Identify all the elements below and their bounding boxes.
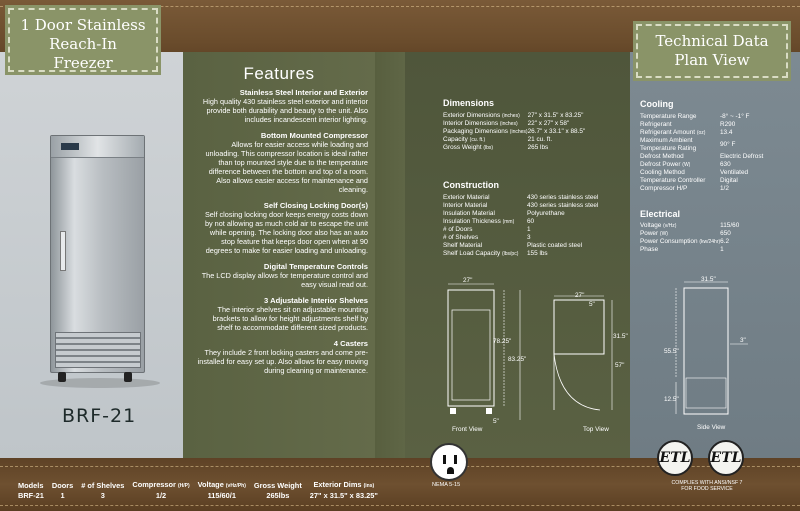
features-title: Features xyxy=(243,64,315,83)
certification-note xyxy=(652,480,762,492)
spec-unit: (mm) xyxy=(502,219,515,225)
spec-label: Insulation Material xyxy=(443,210,495,217)
spec-row xyxy=(640,121,763,129)
feature-item xyxy=(196,339,368,375)
summary-unit: (H/P) xyxy=(177,483,190,489)
spec-label: Gross Weight xyxy=(443,144,482,151)
summary-value: BRF-21 xyxy=(18,491,44,500)
panel-fold xyxy=(375,52,405,458)
dimensions-title: Dimensions xyxy=(443,98,495,108)
summary-unit: (ins) xyxy=(363,483,375,489)
dimensions-table xyxy=(443,112,585,152)
features-list xyxy=(196,88,368,382)
compressor-grill xyxy=(55,332,141,368)
spec-row xyxy=(443,120,585,128)
spec-row xyxy=(640,153,763,161)
feature-heading: 4 Casters xyxy=(333,339,368,348)
spec-row xyxy=(640,169,763,177)
feature-item xyxy=(196,201,368,255)
front-inner-height-label: 78.25" xyxy=(493,338,512,345)
caster-icon xyxy=(124,372,132,382)
spec-value: 265 lbs xyxy=(527,144,549,151)
spec-row xyxy=(640,230,739,238)
spec-unit: (inches) xyxy=(509,129,528,135)
spec-row xyxy=(443,194,598,202)
spec-row xyxy=(443,226,598,234)
summary-header: # of Shelves xyxy=(81,480,125,490)
spec-row xyxy=(443,136,585,144)
spec-label: Refrigerant Amount xyxy=(640,129,696,136)
plug-ground xyxy=(447,467,454,474)
etl-text: ETL xyxy=(710,450,742,466)
feature-text: The interior shelves sit on adjustable mounting brackets to allow for height adjustments shelf by shelf to accommodate different sized products. xyxy=(212,305,368,332)
feature-text: High quality 430 stainless steel exterior and interior provide both durability and beauty to the unit. Also includes incandescent interior lighting. xyxy=(202,97,368,124)
spec-row xyxy=(443,242,598,250)
summary-header-row xyxy=(18,480,382,491)
spec-row xyxy=(640,161,763,169)
spec-unit: (oz) xyxy=(696,130,706,136)
spec-row xyxy=(640,246,739,254)
front-view-outline xyxy=(448,290,494,406)
spec-row xyxy=(640,185,763,193)
feature-text: Self closing locking door keeps energy costs down by not allowing as much cold air to escape the unit while opening. The locking door also has an auto stop feature that keeps door open when at 90 degrees to make for easier loading and unloading. xyxy=(204,210,368,255)
title-line: Technical Data xyxy=(655,32,769,50)
top-view-drawing xyxy=(548,294,628,424)
summary-value: 27" x 31.5" x 83.25" xyxy=(309,491,378,500)
note-line: FOR FOOD SERVICE xyxy=(681,486,733,492)
feature-item xyxy=(196,88,368,124)
spec-row xyxy=(443,234,598,242)
summary-header: Gross Weight xyxy=(253,480,302,490)
spec-label: Temperature Controller xyxy=(640,177,706,184)
spec-value: 1 xyxy=(720,246,724,253)
front-view-door xyxy=(452,310,490,400)
side-depth-label: 31.5" xyxy=(701,276,716,283)
spec-unit: (v/Hz) xyxy=(663,223,677,229)
spec-label: Defrost Power xyxy=(640,161,681,168)
spec-row xyxy=(640,177,763,185)
side-base-label: 12.5" xyxy=(664,396,679,403)
side-view-drawing xyxy=(668,278,758,428)
spec-label: Exterior Material xyxy=(443,194,490,201)
freezer-image xyxy=(50,135,145,373)
spec-value: R290 xyxy=(720,121,736,128)
spec-unit: (W) xyxy=(682,162,691,168)
spec-label: Compressor H/P xyxy=(640,185,688,192)
etl-text: ETL xyxy=(659,450,691,466)
feature-heading: Self Closing Locking Door(s) xyxy=(263,201,368,210)
spec-row xyxy=(443,144,585,152)
spec-row xyxy=(443,202,598,210)
title-line: Freezer xyxy=(53,54,113,72)
feature-heading: Bottom Mounted Compressor xyxy=(260,131,368,140)
spec-label: Insulation Thickness xyxy=(443,218,501,225)
top-view-label: Top View xyxy=(583,426,609,433)
summary-value-row xyxy=(18,491,382,501)
top-swing-label: 57" xyxy=(615,362,625,369)
summary-header: Voltage xyxy=(197,480,224,489)
feature-item xyxy=(196,296,368,332)
spec-label: Defrost Method xyxy=(640,153,684,160)
etl-sanitation-icon xyxy=(708,440,744,476)
spec-label: Voltage xyxy=(640,222,662,229)
caster-icon xyxy=(58,372,66,382)
spec-label: Maximum Ambient Temperature Rating xyxy=(640,137,697,152)
plug-slot xyxy=(443,455,446,464)
stitch-line xyxy=(0,6,800,7)
feature-heading: Digital Temperature Controls xyxy=(263,262,368,271)
summary-header: Doors xyxy=(51,480,74,490)
feature-item xyxy=(196,131,368,194)
caster-icon xyxy=(486,408,492,414)
spec-value: 3 xyxy=(527,234,531,241)
spec-row xyxy=(443,210,598,218)
spec-label: Power Consumption xyxy=(640,238,698,245)
spec-row xyxy=(640,129,763,137)
spec-unit: (kw/24hr) xyxy=(699,239,721,245)
top-depth-label: 31.5" xyxy=(613,333,628,340)
model-summary-table xyxy=(18,480,382,501)
product-title-tab xyxy=(8,8,158,72)
feature-heading: Stainless Steel Interior and Exterior xyxy=(239,88,368,97)
lcd-display xyxy=(61,143,79,150)
spec-value: Polyurethane xyxy=(527,210,565,217)
spec-label: Capacity xyxy=(443,136,468,143)
feature-heading: 3 Adjustable Interior Shelves xyxy=(264,296,368,305)
spec-value: 21 cu. ft. xyxy=(527,136,553,143)
spec-value: 90° F xyxy=(720,141,736,148)
spec-label: Shelf Material xyxy=(443,242,483,249)
spec-label: Temperature Range xyxy=(640,113,697,120)
spec-unit: (W) xyxy=(659,231,668,237)
electrical-table xyxy=(640,222,739,254)
summary-value: 115/60/1 xyxy=(207,491,236,500)
cooling-title: Cooling xyxy=(640,99,674,109)
freezer-top-panel xyxy=(51,136,144,158)
spec-unit: (cu. ft.) xyxy=(469,137,486,143)
door-handle xyxy=(60,231,66,271)
spec-value: 1/2 xyxy=(720,185,729,192)
summary-value: 1 xyxy=(60,491,65,500)
front-view-drawing xyxy=(440,280,530,430)
construction-title: Construction xyxy=(443,180,499,190)
title-line: 1 Door Stainless xyxy=(20,16,146,34)
front-base-label: 5" xyxy=(493,418,499,425)
spec-row xyxy=(640,113,763,121)
spec-value: 13.4 xyxy=(720,129,733,136)
caster-icon xyxy=(450,408,456,414)
spec-value: -8° ~ -1° F xyxy=(720,113,750,120)
spec-value: 26.7" x 33.1" x 88.5" xyxy=(527,128,586,135)
spec-label: Power xyxy=(640,230,659,237)
spec-label: # of Doors xyxy=(443,226,473,233)
spec-value: 27" x 31.5" x 83.25" xyxy=(527,112,584,119)
stitch-line xyxy=(0,505,800,506)
etl-certification-icon xyxy=(657,440,693,476)
spec-value: 650 xyxy=(720,230,731,237)
spec-value: 430 series stainless steel xyxy=(527,202,599,209)
electrical-title: Electrical xyxy=(640,209,681,219)
title-line: Reach-In xyxy=(49,35,117,53)
side-view-label: Side View xyxy=(697,424,726,431)
summary-header: Compressor xyxy=(132,480,176,489)
summary-unit: (vHz/Ph) xyxy=(225,483,246,489)
nema-plug-icon xyxy=(430,443,468,481)
spec-value: 115/60 xyxy=(720,222,740,229)
side-view-outline xyxy=(684,288,728,414)
spec-label: Refrigerant xyxy=(640,121,672,128)
side-height-label: 55.5" xyxy=(664,348,679,355)
cooling-table xyxy=(640,113,763,193)
front-width-label: 27" xyxy=(463,277,473,284)
spec-value: 6.2 xyxy=(720,238,730,245)
summary-value: 265lbs xyxy=(266,491,290,500)
spec-label: Shelf Load Capacity xyxy=(443,250,501,257)
top-view-outline xyxy=(554,300,604,354)
spec-value: 630 xyxy=(720,161,731,168)
side-gap-label: 3" xyxy=(740,337,746,344)
spec-value: Plastic coated steel xyxy=(527,242,583,249)
title-line: Plan View xyxy=(674,51,750,69)
spec-label: # of Shelves xyxy=(443,234,479,241)
spec-unit: (lbs/pc) xyxy=(501,251,519,257)
plug-label: NEMA 5-15 xyxy=(432,482,461,488)
door-swing-arc xyxy=(554,354,600,410)
feature-text: They include 2 front locking casters and come pre-installed for easy set up. Also allows for easy moving during cleaning or maintenance. xyxy=(197,348,368,375)
spec-value: 22" x 27" x 58" xyxy=(527,120,570,127)
feature-text: Allows for easier access while loading and unloading. This compressor location is ideal rather than top mounted style due to the temperature difference between the bottom and top of a room. Also allows easier access for maintenance and cleaning. xyxy=(205,140,368,194)
spec-value: 60 xyxy=(527,218,535,225)
spec-unit: (inches) xyxy=(499,121,518,127)
feature-text: The LCD display allows for temperature control and easy visual read out. xyxy=(201,271,368,289)
side-compressor-box xyxy=(686,378,726,408)
spec-row xyxy=(443,112,585,120)
spec-value: Electric Defrost xyxy=(720,153,764,160)
spec-label: Interior Dimensions xyxy=(443,120,499,127)
model-name: BRF-21 xyxy=(62,405,137,427)
summary-header: Exterior Dims xyxy=(313,480,362,489)
technical-title-tab xyxy=(636,24,788,78)
summary-value: 3 xyxy=(100,491,105,500)
spec-row xyxy=(640,238,739,246)
spec-label: Exterior Dimensions xyxy=(443,112,501,119)
summary-header: Models xyxy=(18,480,44,490)
top-width-label: 27" xyxy=(575,292,585,299)
front-total-height-label: 83.25" xyxy=(508,356,527,363)
spec-value: Ventilated xyxy=(720,169,749,176)
spec-unit: (inches) xyxy=(501,113,520,119)
spec-value: 430 series stainless steel xyxy=(527,194,599,201)
spec-value: Digital xyxy=(720,177,738,184)
spec-row xyxy=(443,128,585,136)
spec-row xyxy=(640,137,763,153)
construction-table xyxy=(443,194,598,258)
spec-row xyxy=(443,250,598,258)
summary-value: 1/2 xyxy=(155,491,167,500)
spec-row xyxy=(443,218,598,226)
spec-label: Interior Material xyxy=(443,202,488,209)
spec-unit: (lbs) xyxy=(483,145,494,151)
feature-item xyxy=(196,262,368,289)
top-offset-label: 5" xyxy=(589,301,595,308)
spec-value: 1 xyxy=(527,226,531,233)
spec-label: Packaging Dimensions xyxy=(443,128,509,135)
plug-slot xyxy=(454,455,457,464)
note-line: COMPLIES WITH ANSI/NSF 7 xyxy=(671,480,743,486)
spec-label: Cooling Method xyxy=(640,169,685,176)
spec-value: 155 lbs xyxy=(527,250,548,257)
front-view-label: Front View xyxy=(452,426,483,433)
spec-row xyxy=(640,222,739,230)
spec-label: Phase xyxy=(640,246,659,253)
